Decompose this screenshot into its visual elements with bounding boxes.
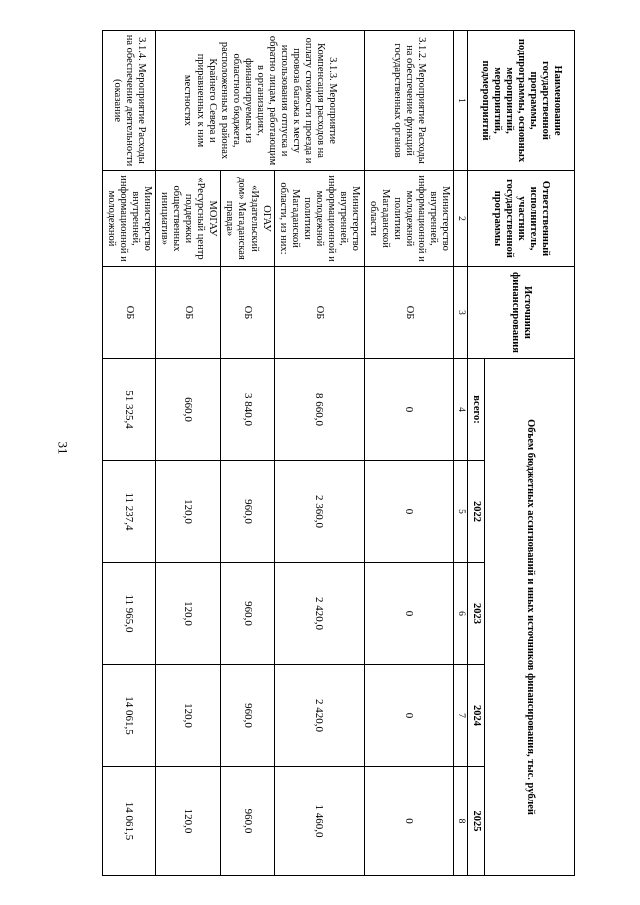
row-total: 3 840,0 <box>221 359 274 461</box>
row-source: ОБ <box>274 267 364 359</box>
row-executor: Министерство внутренней, информационной и молодежной политики Магаданской области <box>364 171 453 267</box>
budget-table-container <box>95 30 575 875</box>
column-index: 8 <box>454 767 468 876</box>
row-name: 3.1.3. Мероприятие Компенсация расходов на оплату стоимости проезда и провоза багажа к месту использования отпуска и обратно лицам, работающим в организациях, финансируемых из областного бюджета, расположенных в районах Крайнего Севера и приравненных к ним местностях <box>156 31 365 171</box>
page-number: 31 <box>55 441 71 455</box>
row-executor: Министерство внутренней, информационной и молодежной политики Магаданской области, из них: <box>274 171 364 267</box>
header-year-2022: 2022 <box>467 461 484 563</box>
row-2022: 11 237,4 <box>102 461 155 563</box>
header-year-2025: 2025 <box>467 767 484 876</box>
row-executor: ОГАУ «Издательский дом» Магаданская правда» <box>221 171 274 267</box>
header-year-2023: 2023 <box>467 563 484 665</box>
header-year-2024: 2024 <box>467 665 484 767</box>
row-2024: 0 <box>364 665 453 767</box>
row-2025: 14 061,5 <box>102 767 155 876</box>
row-source: ОБ <box>364 267 453 359</box>
row-executor: Министерство внутренней, информационной и молодежной <box>102 171 155 267</box>
row-2023: 120,0 <box>156 563 221 665</box>
row-total: 51 325,4 <box>102 359 155 461</box>
column-index: 7 <box>454 665 468 767</box>
header-program-name: Наименование государственной программы, подпрограммы, основных мероприятий, мероприятий, подмероприятий <box>467 31 574 171</box>
row-2024: 960,0 <box>221 665 274 767</box>
column-index: 3 <box>454 267 468 359</box>
table-row <box>102 31 155 876</box>
column-index: 1 <box>454 31 468 171</box>
table-row <box>364 31 453 876</box>
header-total: всего: <box>467 359 484 461</box>
row-2022: 0 <box>364 461 453 563</box>
column-index: 2 <box>454 171 468 267</box>
row-2025: 120,0 <box>156 767 221 876</box>
table-row <box>274 31 364 876</box>
column-index: 6 <box>454 563 468 665</box>
budget-table <box>102 30 575 876</box>
row-2023: 0 <box>364 563 453 665</box>
row-2022: 960,0 <box>221 461 274 563</box>
column-index: 5 <box>454 461 468 563</box>
row-2023: 2 420,0 <box>274 563 364 665</box>
column-index-row <box>454 31 468 876</box>
row-2024: 120,0 <box>156 665 221 767</box>
header-funding-group: Объем бюджетных ассигнований и иных источников финансирования, тыс. рублей <box>485 359 575 876</box>
header-funding-source: Источники финансирования <box>467 267 574 359</box>
header-executor: Ответственный исполнитель, участник государственной программы <box>467 171 574 267</box>
row-2022: 2 360,0 <box>274 461 364 563</box>
row-2022: 120,0 <box>156 461 221 563</box>
row-source: ОБ <box>102 267 155 359</box>
row-2025: 960,0 <box>221 767 274 876</box>
row-total: 0 <box>364 359 453 461</box>
row-2023: 11 965,0 <box>102 563 155 665</box>
row-2025: 1 460,0 <box>274 767 364 876</box>
row-name: 3.1.2. Мероприятие Расходы на обеспечение функций государственных органов <box>364 31 453 171</box>
row-name: 3.1.4. Мероприятие Расходы на обеспечение деятельности (оказание <box>102 31 155 171</box>
row-total: 660,0 <box>156 359 221 461</box>
row-2023: 960,0 <box>221 563 274 665</box>
column-index: 4 <box>454 359 468 461</box>
row-source: ОБ <box>221 267 274 359</box>
row-2024: 2 420,0 <box>274 665 364 767</box>
row-source: ОБ <box>156 267 221 359</box>
row-total: 8 660,0 <box>274 359 364 461</box>
row-2024: 14 061,5 <box>102 665 155 767</box>
row-2025: 0 <box>364 767 453 876</box>
row-executor: МОГАУ «Ресурсный центр поддержки общественных инициатив» <box>156 171 221 267</box>
